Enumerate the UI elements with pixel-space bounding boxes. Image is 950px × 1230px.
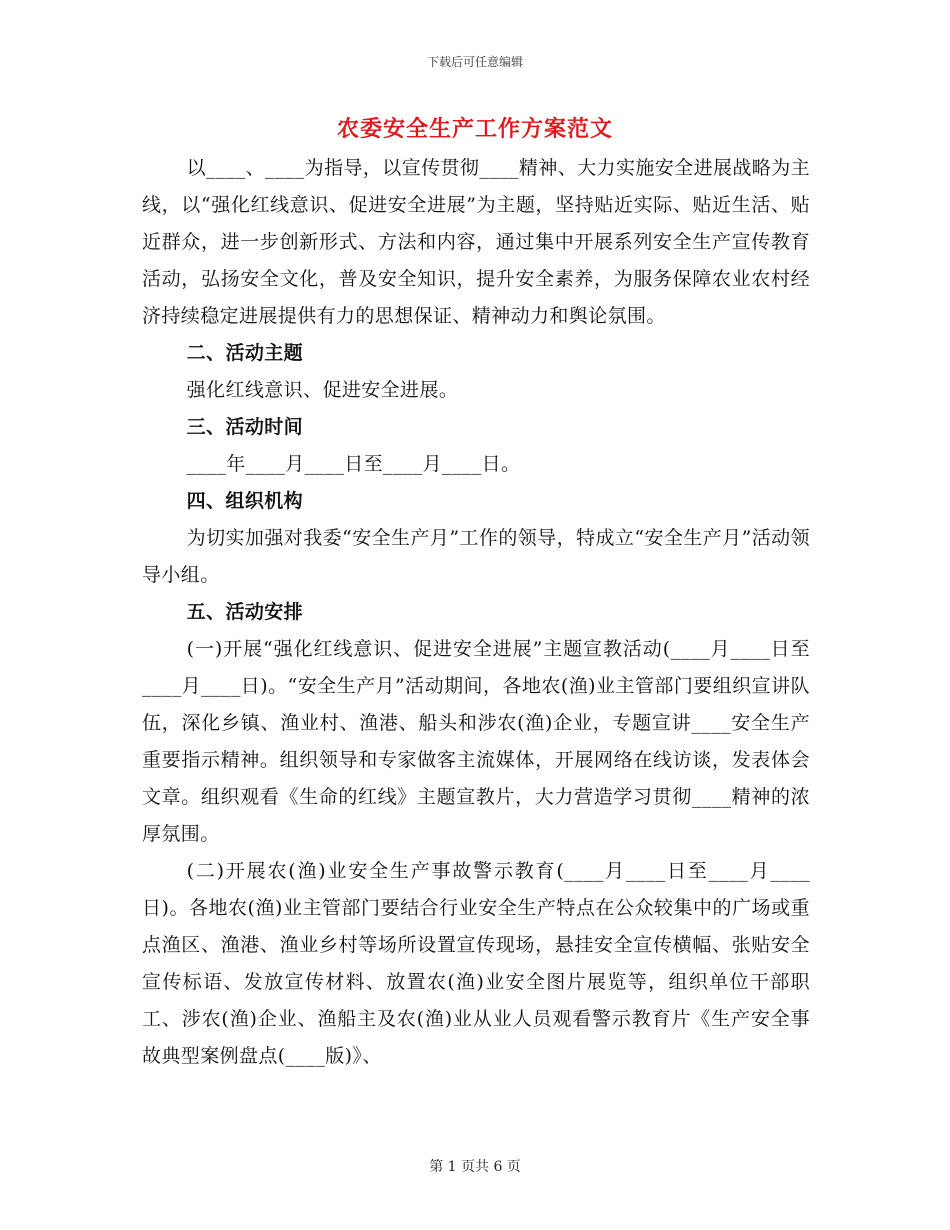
organization-paragraph: 为切实加强对我委“安全生产月”工作的领导，特成立“安全生产月”活动领导小组。 [142,527,810,586]
arrangement-item-1: (一)开展“强化红线意识、促进安全进展”主题宣教活动(____月____日至____月____日)。“安全生产月”活动期间，各地农(渔)业主管部门要组织宣讲队伍，深化乡镇、渔业村、渔港、船头和涉农(渔)企业，专题宣讲____安全生产重要指示精神。组织领导和专家做客主流媒体，开展网络在线访谈，发表体会文章。组织观看《生命的红线》主题宣教片，大力营造学习贯彻____精神的浓厚氛围。 [142,638,810,845]
document-body [142,150,810,1075]
section-heading-time: 三、活动时间 [186,416,304,438]
section-heading-arrangement: 五、活动安排 [186,601,304,623]
page-footer: 第 1 页共 6 页 [429,1159,521,1175]
time-paragraph: ____年____月____日至____月____日。 [186,453,521,475]
arrangement-item-2: (二)开展农(渔)业安全生产事故警示教育(____月____日至____月____日)。各地农(渔)业主管部门要结合行业安全生产特点在公众较集中的广场或重点渔区、渔港、渔业乡村等场所设置宣传现场，悬挂安全宣传横幅、张贴安全宣传标语、发放宣传材料、放置农(渔)业安全图片展览等，组织单位干部职工、涉农(渔)企业、渔船主及农(渔)业从业人员观看警示教育片《生产安全事故典型案例盘点(____版)》、 [142,860,810,1067]
intro-paragraph: 以____、____为指导，以宣传贯彻____精神、大力实施安全进展战略为主线，以“强化红线意识、促进安全进展”为主题，坚持贴近实际、贴近生活、贴近群众，进一步创新形式、方法和内容，通过集中开展系列安全生产宣传教育活动，弘扬安全文化，普及安全知识，提升安全素养，为服务保障农业农村经济持续稳定进展提供有力的思想保证、精神动力和舆论氛围。 [142,157,810,327]
section-heading-organization: 四、组织机构 [186,490,304,512]
header-note: 下载后可任意编辑 [426,55,523,69]
theme-paragraph: 强化红线意识、促进安全进展。 [186,379,459,401]
section-heading-theme: 二、活动主题 [186,342,304,364]
document-title: 农委安全生产工作方案范文 [336,116,613,142]
